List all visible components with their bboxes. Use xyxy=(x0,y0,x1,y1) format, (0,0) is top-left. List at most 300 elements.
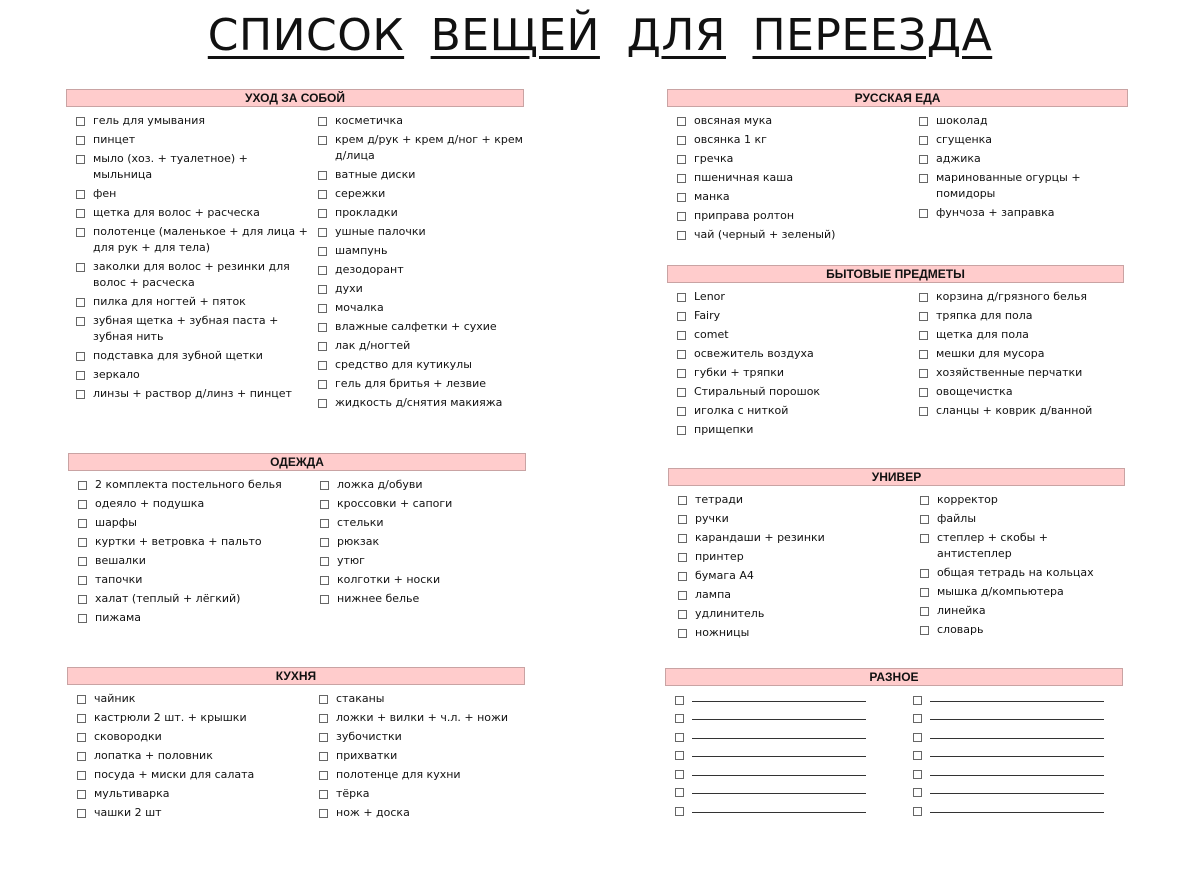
checklist-item xyxy=(68,477,310,493)
column xyxy=(667,113,909,246)
checklist-item xyxy=(67,805,309,821)
checkbox[interactable] xyxy=(319,790,328,799)
blank-line[interactable] xyxy=(692,785,866,794)
blank-checklist-item xyxy=(665,765,903,784)
item-label: нижнее белье xyxy=(337,592,420,605)
checkbox[interactable] xyxy=(919,407,928,416)
checkbox[interactable] xyxy=(677,350,686,359)
checkbox[interactable] xyxy=(678,553,687,562)
checkbox[interactable] xyxy=(78,576,87,585)
column xyxy=(308,113,524,414)
checkbox[interactable] xyxy=(913,807,922,816)
checklist-item xyxy=(667,384,909,400)
checklist-item xyxy=(668,530,910,546)
blank-checklist-item xyxy=(903,765,1123,784)
checklist-item xyxy=(308,205,524,221)
checkbox[interactable] xyxy=(920,607,929,616)
checkbox[interactable] xyxy=(318,190,327,199)
checklist-item xyxy=(668,625,910,641)
checklist-item xyxy=(310,553,526,569)
checkbox[interactable] xyxy=(76,298,85,307)
checkbox[interactable] xyxy=(675,733,684,742)
item-label: прищепки xyxy=(694,423,754,436)
item-label: шоколад xyxy=(936,114,988,127)
item-label: одеяло + подушка xyxy=(95,497,205,510)
item-label: пшеничная каша xyxy=(694,171,794,184)
item-label: аджика xyxy=(936,152,981,165)
checkbox[interactable] xyxy=(77,752,86,761)
checklist-item xyxy=(67,767,309,783)
item-label: сковородки xyxy=(94,730,162,743)
checkbox[interactable] xyxy=(76,117,85,126)
checkbox[interactable] xyxy=(920,588,929,597)
checkbox[interactable] xyxy=(677,369,686,378)
item-label: лопатка + половник xyxy=(94,749,213,762)
item-label: влажные салфетки + сухие xyxy=(335,320,497,333)
checkbox[interactable] xyxy=(920,534,929,543)
checkbox[interactable] xyxy=(677,193,686,202)
checklist-item xyxy=(668,549,910,565)
blank-checklist-item xyxy=(665,747,903,766)
checkbox[interactable] xyxy=(919,174,928,183)
item-label: стельки xyxy=(337,516,384,529)
checkbox[interactable] xyxy=(78,595,87,604)
checkbox[interactable] xyxy=(318,342,327,351)
section-kitchen xyxy=(67,667,525,824)
item-label: карандаши + резинки xyxy=(695,531,825,544)
checklist-item xyxy=(308,167,524,183)
checkbox[interactable] xyxy=(76,190,85,199)
checklist-item xyxy=(910,511,1125,527)
item-label: сгущенка xyxy=(936,133,993,146)
column xyxy=(909,113,1128,246)
checklist-item xyxy=(909,365,1124,381)
column xyxy=(668,492,910,644)
item-label: хозяйственные перчатки xyxy=(936,366,1083,379)
item-label: гречка xyxy=(694,152,734,165)
section-header: УХОД ЗА СОБОЙ xyxy=(66,89,524,107)
checkbox[interactable] xyxy=(913,751,922,760)
checkbox[interactable] xyxy=(677,231,686,240)
checkbox[interactable] xyxy=(920,626,929,635)
blank-checklist-item xyxy=(903,747,1123,766)
checklist-item xyxy=(667,132,909,148)
item-label: полотенце для кухни xyxy=(336,768,461,781)
title-word: ВЕЩЕЙ xyxy=(430,10,600,61)
checkbox[interactable] xyxy=(318,209,327,218)
item-label: мочалка xyxy=(335,301,384,314)
checkbox[interactable] xyxy=(677,212,686,221)
checkbox[interactable] xyxy=(919,136,928,145)
checkbox[interactable] xyxy=(320,500,329,509)
checkbox[interactable] xyxy=(77,771,86,780)
checkbox[interactable] xyxy=(319,752,328,761)
checkbox[interactable] xyxy=(318,285,327,294)
blank-line[interactable] xyxy=(692,804,866,813)
blank-line[interactable] xyxy=(930,804,1104,813)
checkbox[interactable] xyxy=(77,714,86,723)
checkbox[interactable] xyxy=(920,496,929,505)
checkbox[interactable] xyxy=(678,534,687,543)
checklist-item xyxy=(308,319,524,335)
checkbox[interactable] xyxy=(320,576,329,585)
checklist-item xyxy=(309,691,525,707)
checkbox[interactable] xyxy=(318,323,327,332)
checklist-item xyxy=(68,515,310,531)
checkbox[interactable] xyxy=(919,293,928,302)
checklist-item xyxy=(309,748,525,764)
item-label: ложки + вилки + ч.л. + ножи xyxy=(336,711,509,724)
blank-checklist-item xyxy=(665,728,903,747)
blank-checklist-item xyxy=(903,691,1123,710)
item-label: вешалки xyxy=(95,554,146,567)
checkbox[interactable] xyxy=(76,263,85,272)
checklist-item xyxy=(67,748,309,764)
checklist-item xyxy=(310,496,526,512)
checkbox[interactable] xyxy=(318,380,327,389)
blank-checklist-item xyxy=(665,710,903,729)
column xyxy=(66,113,308,414)
checkbox[interactable] xyxy=(677,407,686,416)
checklist-item xyxy=(309,805,525,821)
checkbox[interactable] xyxy=(77,695,86,704)
checkbox[interactable] xyxy=(913,696,922,705)
item-label: общая тетрадь на кольцах xyxy=(937,566,1094,579)
item-label: линейка xyxy=(937,604,986,617)
checkbox[interactable] xyxy=(677,155,686,164)
blank-line[interactable] xyxy=(692,730,866,739)
checkbox[interactable] xyxy=(919,312,928,321)
checklist-item xyxy=(910,584,1125,600)
section-univer xyxy=(668,468,1125,644)
checkbox[interactable] xyxy=(318,361,327,370)
checkbox[interactable] xyxy=(78,557,87,566)
checkbox[interactable] xyxy=(320,595,329,604)
item-label: словарь xyxy=(937,623,984,636)
checkbox[interactable] xyxy=(919,117,928,126)
checkbox[interactable] xyxy=(76,371,85,380)
item-label: освежитель воздуха xyxy=(694,347,814,360)
blank-line[interactable] xyxy=(692,767,866,776)
item-label: ручки xyxy=(695,512,729,525)
checkbox[interactable] xyxy=(318,117,327,126)
checkbox[interactable] xyxy=(920,569,929,578)
section-header: УНИВЕР xyxy=(668,468,1125,486)
checkbox[interactable] xyxy=(319,771,328,780)
checkbox[interactable] xyxy=(319,733,328,742)
item-label: ложка д/обуви xyxy=(337,478,423,491)
checkbox[interactable] xyxy=(913,714,922,723)
item-label: мышка д/компьютера xyxy=(937,585,1064,598)
checklist-item xyxy=(308,338,524,354)
checklist-item xyxy=(909,289,1124,305)
checklist-item xyxy=(68,610,310,626)
blank-checklist-item xyxy=(665,802,903,821)
checklist-item xyxy=(668,587,910,603)
blank-column-1 xyxy=(665,691,903,821)
checkbox[interactable] xyxy=(677,136,686,145)
item-label: овощечистка xyxy=(936,385,1013,398)
item-label: овсяная мука xyxy=(694,114,773,127)
checkbox[interactable] xyxy=(677,293,686,302)
checklist-item xyxy=(667,422,909,438)
checklist-item xyxy=(667,327,909,343)
item-label: корзина д/грязного белья xyxy=(936,290,1087,303)
checklist-item xyxy=(308,395,524,411)
checklist-item xyxy=(667,189,909,205)
checkbox[interactable] xyxy=(678,610,687,619)
item-label: мыло (хоз. + туалетное) + мыльница xyxy=(93,152,248,181)
checklist-item xyxy=(68,534,310,550)
checkbox[interactable] xyxy=(920,515,929,524)
checkbox[interactable] xyxy=(318,247,327,256)
item-label: бумага А4 xyxy=(695,569,754,582)
checklist-item xyxy=(308,224,524,240)
checkbox[interactable] xyxy=(919,350,928,359)
checklist-item xyxy=(909,346,1124,362)
checklist-item xyxy=(667,208,909,224)
checklist-item xyxy=(910,603,1125,619)
checklist-item xyxy=(668,606,910,622)
checklist-item xyxy=(310,515,526,531)
blank-line[interactable] xyxy=(930,748,1104,757)
checklist-item xyxy=(909,151,1128,167)
checklist-item xyxy=(308,281,524,297)
checklist-item xyxy=(67,710,309,726)
item-label: заколки для волос + резинки для волос + расческа xyxy=(93,260,290,289)
item-label: куртки + ветровка + пальто xyxy=(95,535,262,548)
column xyxy=(309,691,525,824)
item-label: косметичка xyxy=(335,114,403,127)
checklist-item xyxy=(66,294,308,310)
checklist-item xyxy=(910,530,1125,562)
checkbox[interactable] xyxy=(76,228,85,237)
checkbox[interactable] xyxy=(76,209,85,218)
checkbox[interactable] xyxy=(77,733,86,742)
checkbox[interactable] xyxy=(78,481,87,490)
item-label: рюкзак xyxy=(337,535,380,548)
checklist-item xyxy=(67,691,309,707)
checkbox[interactable] xyxy=(919,331,928,340)
item-label: прокладки xyxy=(335,206,398,219)
checklist-item xyxy=(66,186,308,202)
checkbox[interactable] xyxy=(77,790,86,799)
item-label: пилка для ногтей + пяток xyxy=(93,295,246,308)
checklist-item xyxy=(66,224,308,256)
checklist-item xyxy=(667,289,909,305)
checkbox[interactable] xyxy=(677,174,686,183)
checkbox[interactable] xyxy=(320,538,329,547)
checklist-item xyxy=(308,113,524,129)
item-label: зубная щетка + зубная паста + зубная нить xyxy=(93,314,279,343)
checkbox[interactable] xyxy=(678,572,687,581)
blank-line[interactable] xyxy=(930,767,1104,776)
checklist-item xyxy=(667,308,909,324)
item-label: гель для бритья + лезвие xyxy=(335,377,486,390)
checklist-item xyxy=(68,553,310,569)
checkbox[interactable] xyxy=(677,388,686,397)
checkbox[interactable] xyxy=(320,519,329,528)
checkbox[interactable] xyxy=(318,228,327,237)
checklist-item xyxy=(667,365,909,381)
item-label: зубочистки xyxy=(336,730,402,743)
checklist-item xyxy=(66,259,308,291)
item-label: щетка для волос + расческа xyxy=(93,206,260,219)
checkbox[interactable] xyxy=(675,807,684,816)
checkbox[interactable] xyxy=(677,331,686,340)
item-label: Fairy xyxy=(694,309,721,322)
checkbox[interactable] xyxy=(913,733,922,742)
checkbox[interactable] xyxy=(919,209,928,218)
checklist-item xyxy=(910,492,1125,508)
checklist-item xyxy=(909,327,1124,343)
checkbox[interactable] xyxy=(76,352,85,361)
checkbox[interactable] xyxy=(318,171,327,180)
checklist-item xyxy=(66,367,308,383)
column xyxy=(910,492,1125,644)
item-label: жидкость д/снятия макияжа xyxy=(335,396,503,409)
checkbox[interactable] xyxy=(675,751,684,760)
item-label: нож + доска xyxy=(336,806,410,819)
checklist-item xyxy=(667,227,909,243)
checklist-item xyxy=(308,243,524,259)
checkbox[interactable] xyxy=(318,304,327,313)
checkbox[interactable] xyxy=(677,426,686,435)
checklist-item xyxy=(308,300,524,316)
checkbox[interactable] xyxy=(677,117,686,126)
item-label: тапочки xyxy=(95,573,143,586)
item-label: посуда + миски для салата xyxy=(94,768,255,781)
item-label: овсянка 1 кг xyxy=(694,133,767,146)
checkbox[interactable] xyxy=(919,388,928,397)
checkbox[interactable] xyxy=(678,629,687,638)
blank-line[interactable] xyxy=(692,693,866,702)
item-label: comet xyxy=(694,328,729,341)
item-label: полотенце (маленькое + для лица + для рук + для тела) xyxy=(93,225,308,254)
checkbox[interactable] xyxy=(319,809,328,818)
item-label: принтер xyxy=(695,550,744,563)
checkbox[interactable] xyxy=(678,515,687,524)
item-label: крем д/рук + крем д/ног + крем д/лица xyxy=(335,133,523,162)
checkbox[interactable] xyxy=(76,155,85,164)
checkbox[interactable] xyxy=(76,317,85,326)
checkbox[interactable] xyxy=(76,390,85,399)
checkbox[interactable] xyxy=(913,788,922,797)
item-label: файлы xyxy=(937,512,977,525)
title-word: ДЛЯ xyxy=(626,10,726,61)
checklist-item xyxy=(668,568,910,584)
checkbox[interactable] xyxy=(318,399,327,408)
blank-checklist-item xyxy=(903,784,1123,803)
item-label: мультиварка xyxy=(94,787,170,800)
checklist-item xyxy=(310,477,526,493)
checkbox[interactable] xyxy=(675,770,684,779)
blank-line[interactable] xyxy=(930,785,1104,794)
item-label: тряпка для пола xyxy=(936,309,1033,322)
item-label: степлер + скобы + антистеплер xyxy=(937,531,1049,560)
item-label: средство для кутикулы xyxy=(335,358,472,371)
checklist-item xyxy=(667,346,909,362)
checkbox[interactable] xyxy=(319,714,328,723)
item-label: ватные диски xyxy=(335,168,416,181)
blank-line[interactable] xyxy=(692,748,866,757)
checklist-item xyxy=(308,186,524,202)
checklist-item xyxy=(309,710,525,726)
section-header: РАЗНОЕ xyxy=(665,668,1123,686)
section-misc xyxy=(665,668,1123,821)
item-label: ушные палочки xyxy=(335,225,426,238)
blank-column-2 xyxy=(903,691,1123,821)
checklist-item xyxy=(668,511,910,527)
item-label: колготки + носки xyxy=(337,573,441,586)
checkbox[interactable] xyxy=(318,136,327,145)
checklist-item xyxy=(667,170,909,186)
checkbox[interactable] xyxy=(919,369,928,378)
checkbox[interactable] xyxy=(675,788,684,797)
checkbox[interactable] xyxy=(77,809,86,818)
checkbox[interactable] xyxy=(919,155,928,164)
item-label: пижама xyxy=(95,611,142,624)
section-food xyxy=(667,89,1128,246)
checkbox[interactable] xyxy=(78,500,87,509)
blank-checklist-item xyxy=(903,710,1123,729)
blank-line[interactable] xyxy=(930,730,1104,739)
checkbox[interactable] xyxy=(913,770,922,779)
checklist-item xyxy=(68,591,310,607)
blank-checklist-item xyxy=(903,802,1123,821)
item-label: чай (черный + зеленый) xyxy=(694,228,836,241)
item-label: чашки 2 шт xyxy=(94,806,162,819)
checkbox[interactable] xyxy=(678,591,687,600)
checklist-item xyxy=(909,113,1128,129)
column xyxy=(310,477,526,629)
item-label: подставка для зубной щетки xyxy=(93,349,263,362)
section-header: БЫТОВЫЕ ПРЕДМЕТЫ xyxy=(667,265,1124,283)
blank-line[interactable] xyxy=(692,711,866,720)
title-word: СПИСОК xyxy=(207,10,405,61)
checkbox[interactable] xyxy=(320,557,329,566)
checkbox[interactable] xyxy=(319,695,328,704)
checkbox[interactable] xyxy=(76,136,85,145)
blank-line[interactable] xyxy=(930,711,1104,720)
column xyxy=(67,691,309,824)
checklist-item xyxy=(66,348,308,364)
item-label: тёрка xyxy=(336,787,370,800)
checkbox[interactable] xyxy=(675,714,684,723)
blank-line[interactable] xyxy=(930,693,1104,702)
checkbox[interactable] xyxy=(320,481,329,490)
checklist-item xyxy=(308,376,524,392)
item-label: губки + тряпки xyxy=(694,366,785,379)
item-label: кроссовки + сапоги xyxy=(337,497,453,510)
item-label: манка xyxy=(694,190,730,203)
checkbox[interactable] xyxy=(78,614,87,623)
checkbox[interactable] xyxy=(678,496,687,505)
checkbox[interactable] xyxy=(675,696,684,705)
item-label: фунчоза + заправка xyxy=(936,206,1055,219)
item-label: шампунь xyxy=(335,244,388,257)
item-label: корректор xyxy=(937,493,998,506)
checklist-item xyxy=(66,132,308,148)
checkbox[interactable] xyxy=(318,266,327,275)
item-label: щетка для пола xyxy=(936,328,1029,341)
checkbox[interactable] xyxy=(677,312,686,321)
item-label: линзы + раствор д/линз + пинцет xyxy=(93,387,292,400)
item-label: чайник xyxy=(94,692,136,705)
checklist-item xyxy=(68,496,310,512)
checkbox[interactable] xyxy=(78,538,87,547)
checkbox[interactable] xyxy=(78,519,87,528)
